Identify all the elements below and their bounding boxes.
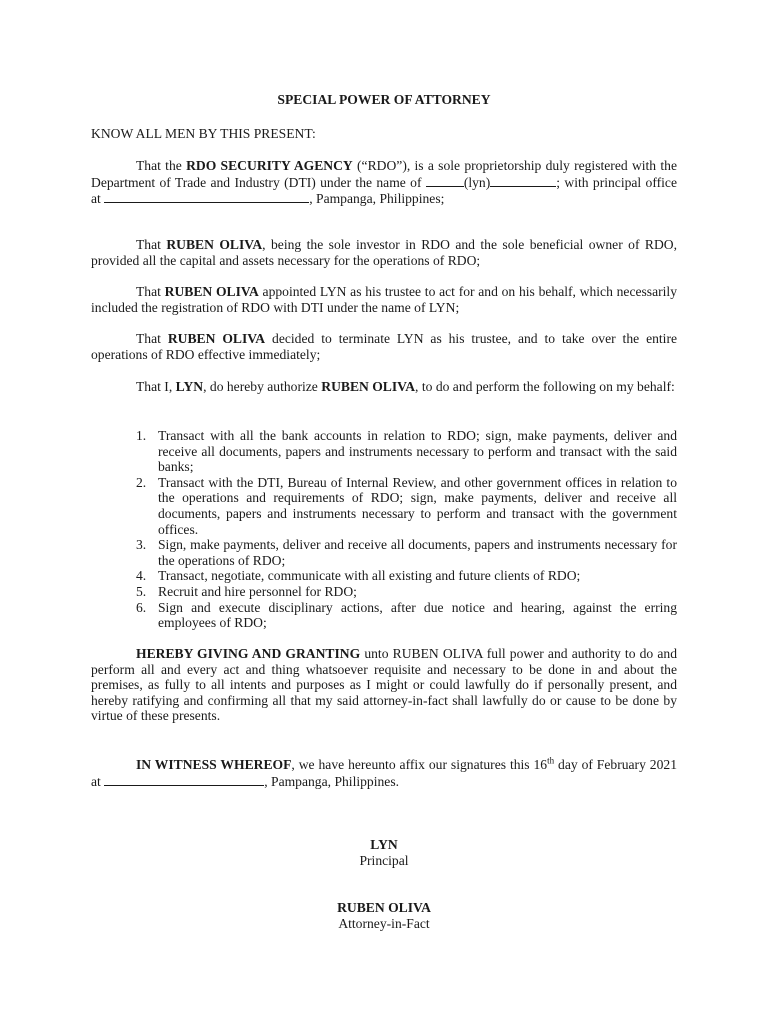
signatory-role: Attorney-in-Fact	[338, 915, 430, 931]
list-item: 4. Transact, negotiate, communicate with all existing and future clients of RDO;	[136, 568, 581, 584]
paragraph-granting: HEREBY GIVING AND GRANTING unto RUBEN OLIVA full power and authority to do and perform all and every act and thing whatsoever requisite and necessary to be done in and about the premises, as fully to all intents and purposes as I might or could lawfully do if personally present, and hereby ratifying and confirming all that my said attorney-in-fact shall lawfully do or cause to be done by virtue of these presents.	[91, 646, 678, 724]
list-item: 3. Sign, make payments, deliver and receive all documents, papers and instruments necessary for the operations of RDO;	[136, 537, 677, 568]
signatory-attorney	[0, 900, 768, 931]
paragraph-rdo-registration: That the RDO SECURITY AGENCY (“RDO”), is a sole proprietorship duly registered with the Department of Trade and Industry (DTI) under the name of (lyn) ; with principal office at , Pampanga, Philippines;	[91, 158, 677, 207]
list-item: 5. Recruit and hire personnel for RDO;	[136, 583, 357, 599]
list-item: 6. Sign and execute disciplinary actions, after due notice and hearing, against the erring employees of RDO;	[136, 599, 677, 631]
list-item: 1. Transact with all the bank accounts in relation to RDO; sign, make payments, deliver and receive all documents, papers and instruments necessary to perform and transact with the said banks;	[136, 428, 677, 475]
blank-line	[426, 174, 464, 187]
preamble: KNOW ALL MEN BY THIS PRESENT:	[91, 126, 316, 141]
signatory-principal	[0, 837, 768, 868]
blank-line	[490, 174, 556, 187]
signatory-role: Principal	[359, 852, 409, 868]
paragraph-witness: IN WITNESS WHEREOF, we have hereunto affix our signatures this 16th day of February 2021 at , Pampanga, Philippines.	[91, 755, 677, 789]
paragraph-authorization: That I, LYN, do hereby authorize RUBEN OLIVA, to do and perform the following on my behalf:	[136, 379, 675, 394]
blank-line	[104, 190, 309, 203]
paragraph-trustee-appointment: That RUBEN OLIVA appointed LYN as his trustee to act for and on his behalf, which necessarily included the registration of RDO with DTI under the name of LYN;	[91, 284, 678, 315]
blank-line	[104, 773, 264, 786]
paragraph-sole-investor: That RUBEN OLIVA, being the sole investor in RDO and the sole beneficial owner of RDO, provided all the capital and assets necessary for the operations of RDO;	[91, 237, 678, 268]
paragraph-trustee-termination: That RUBEN OLIVA decided to terminate LYN as his trustee, and to take over the entire operations of RDO effective immediately;	[91, 331, 678, 362]
signatory-name: RUBEN OLIVA	[337, 900, 431, 915]
list-item: 2. Transact with the DTI, Bureau of Internal Review, and other government offices in relation to the operations and requirements of RDO; sign, make payments, deliver and receive all documents, papers and instruments necessary to perform and transact with the government offices.	[136, 474, 677, 537]
signatory-name: LYN	[370, 837, 398, 852]
document-title: SPECIAL POWER OF ATTORNEY	[277, 92, 491, 107]
authorization-list	[136, 428, 677, 631]
agency-name: RDO SECURITY AGENCY	[186, 158, 353, 173]
